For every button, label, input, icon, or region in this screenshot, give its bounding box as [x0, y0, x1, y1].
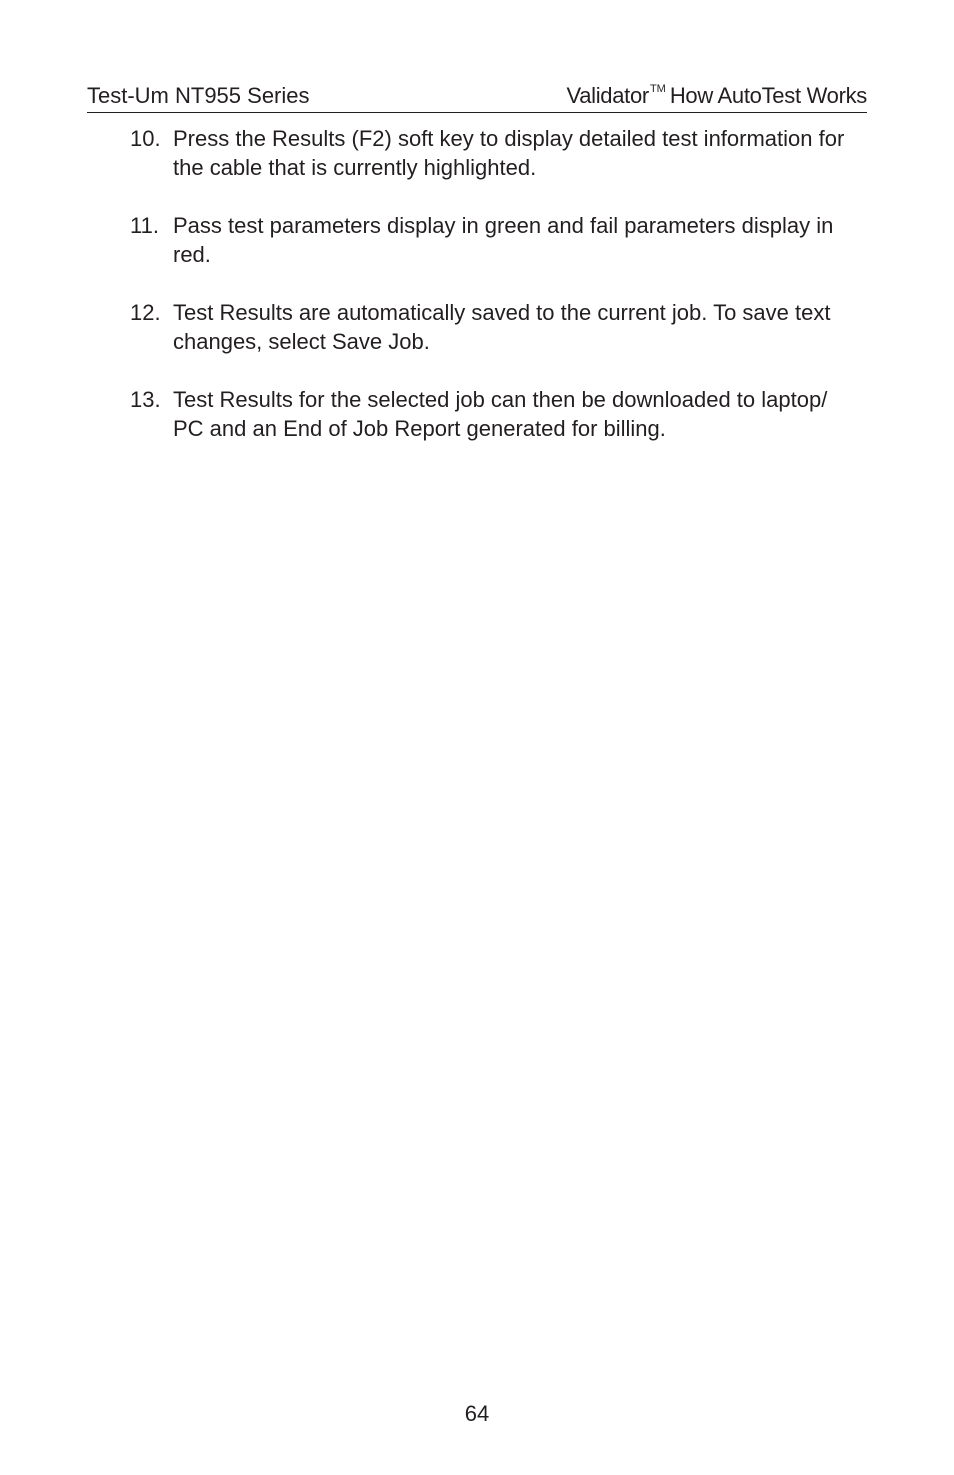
list-item [130, 385, 860, 443]
header-section-title [566, 82, 867, 114]
header-series-title: Test-Um NT955 Series [87, 83, 310, 108]
step-text: Pass test parameters display in green and fail parameters display in red. [173, 213, 834, 267]
step-number: 10. [130, 126, 161, 151]
page-header [87, 78, 867, 113]
list-item [130, 124, 860, 182]
list-item [130, 211, 860, 269]
step-text: Test Results for the selected job can then be downloaded to laptop/ PC and an End of Job Report generated for billing. [173, 387, 828, 441]
step-text: Press the Results (F2) soft key to display detailed test information for the cable that is currently highlighted. [173, 126, 845, 180]
header-section-name: How AutoTest Works [669, 83, 867, 108]
step-list [130, 124, 860, 472]
step-number: 13. [130, 387, 161, 412]
list-item [130, 298, 860, 356]
step-text: Test Results are automatically saved to the current job. To save text changes, select Save Job. [173, 300, 831, 354]
step-number: 11. [130, 213, 159, 238]
page-number: 64 [464, 1401, 490, 1426]
step-number: 12. [130, 300, 161, 325]
header-product-name: Validator [566, 83, 649, 108]
header-trademark: TM [649, 83, 666, 95]
